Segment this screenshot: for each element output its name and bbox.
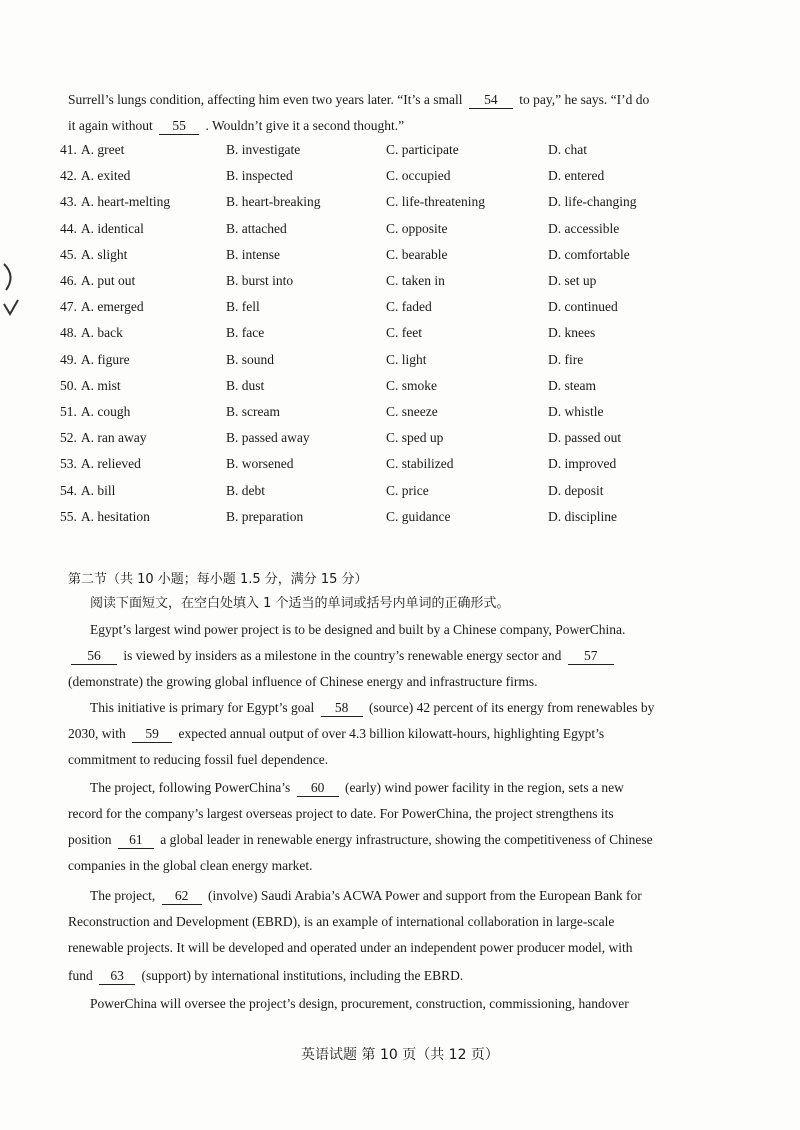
- option-c: C. faded: [386, 299, 432, 315]
- option-row: [60, 430, 760, 452]
- option-d: D. fire: [548, 351, 584, 367]
- option-number: 52.: [60, 430, 77, 446]
- article-text: (source) 42 percent of its energy from renewables by: [368, 700, 655, 715]
- option-c: C. sneeze: [386, 404, 438, 419]
- option-d: D. comfortable: [548, 246, 630, 262]
- article-line: (demonstrate) the growing global influence of Chinese energy and infrastructure firms.: [68, 674, 538, 689]
- option-d: D. improved: [548, 456, 617, 472]
- option-number: 47.: [60, 299, 77, 315]
- option-b: B. scream: [226, 404, 280, 419]
- option-d: D. passed out: [548, 430, 622, 446]
- option-c: C. stabilized: [386, 456, 454, 472]
- option-a: A. figure: [80, 351, 130, 367]
- option-row: [60, 325, 760, 347]
- blank-58: 58: [321, 700, 363, 717]
- option-row: [60, 221, 760, 243]
- article-text: (support) by international institutions, including the EBRD.: [141, 968, 464, 983]
- option-d: D. deposit: [548, 482, 604, 498]
- option-number: 51.: [60, 404, 77, 419]
- article-line: commitment to reducing fossil fuel dependence.: [68, 752, 329, 767]
- option-number-and-a: [60, 352, 130, 368]
- option-number-and-a: [60, 430, 146, 446]
- passage-text: to pay,” he says. “I’d do: [519, 92, 650, 107]
- option-number-and-a: [60, 483, 115, 499]
- article-text: 2030, with: [68, 726, 126, 741]
- blank-55: 55: [159, 118, 199, 135]
- option-row: [60, 404, 760, 426]
- page-footer: 英语试题 第 10 页（共 12 页）: [301, 1047, 499, 1063]
- option-row: [60, 509, 760, 531]
- option-a: A. greet: [80, 142, 125, 157]
- option-a: A. heart-melting: [80, 194, 171, 210]
- option-b: B. intense: [226, 246, 280, 262]
- article-line: record for the company’s largest overseas project to date. For PowerChina, the project strengthens its: [68, 806, 614, 821]
- pen-mark-icon: [2, 262, 20, 322]
- option-row: [60, 352, 760, 374]
- blank-54: 54: [469, 92, 513, 109]
- passage-text: Surrell’s lungs condition, affecting him even two years later. “It’s a small: [68, 92, 463, 107]
- option-d: D. knees: [548, 325, 596, 341]
- blank-60: 60: [297, 780, 339, 797]
- option-b: B. passed away: [226, 430, 310, 446]
- option-row: [60, 483, 760, 505]
- option-number: 54.: [60, 482, 77, 498]
- option-c: C. life-threatening: [386, 194, 485, 210]
- article-text: fund: [68, 968, 93, 983]
- option-number: 44.: [60, 220, 77, 236]
- article-line: Reconstruction and Development (EBRD), is an example of international collaboration in large-scale: [68, 914, 615, 929]
- option-c: C. bearable: [386, 246, 448, 262]
- option-b: B. dust: [226, 377, 265, 393]
- option-c: C. guidance: [386, 508, 451, 524]
- option-number: 53.: [60, 456, 77, 472]
- option-number: 55.: [60, 508, 77, 524]
- option-row: [60, 378, 760, 400]
- option-c: C. opposite: [386, 220, 448, 236]
- option-a: A. relieved: [80, 456, 141, 472]
- option-number: 42.: [60, 168, 77, 184]
- article-line: [90, 886, 642, 906]
- article-line: [68, 830, 653, 850]
- option-number-and-a: [60, 221, 144, 237]
- option-a: A. slight: [80, 246, 128, 262]
- option-a: A. identical: [80, 220, 144, 236]
- option-a: A. cough: [80, 404, 131, 419]
- article-line: companies in the global clean energy market.: [68, 858, 313, 873]
- option-number: 45.: [60, 246, 77, 262]
- option-b: B. heart-breaking: [226, 194, 321, 210]
- option-number-and-a: [60, 247, 127, 263]
- option-row: [60, 299, 760, 321]
- article-line: renewable projects. It will be developed and operated under an independent power producer model, with: [68, 940, 633, 955]
- option-d: D. steam: [548, 377, 596, 393]
- option-c: C. taken in: [386, 273, 445, 288]
- option-d: D. discipline: [548, 508, 617, 524]
- option-number-and-a: [60, 273, 135, 289]
- option-number: 48.: [60, 325, 77, 341]
- option-number-and-a: [60, 299, 144, 315]
- blank-56: 56: [71, 648, 117, 665]
- option-b: B. fell: [226, 299, 260, 315]
- option-number-and-a: [60, 325, 123, 341]
- option-a: A. ran away: [80, 430, 147, 446]
- article-text: The project,: [90, 888, 156, 903]
- option-b: B. burst into: [226, 273, 294, 288]
- option-number-and-a: [60, 168, 130, 184]
- option-number: 43.: [60, 194, 77, 210]
- blank-62: 62: [162, 888, 202, 905]
- option-d: D. accessible: [548, 220, 620, 236]
- article-text: a global leader in renewable energy infrastructure, showing the competitiveness of Chinese: [160, 832, 653, 847]
- option-number: 46.: [60, 273, 77, 288]
- article-line: [68, 724, 604, 744]
- option-b: B. face: [226, 325, 265, 341]
- option-number-and-a: [60, 509, 150, 525]
- option-c: C. sped up: [386, 430, 444, 446]
- option-a: A. put out: [80, 273, 136, 288]
- article-line: [90, 778, 624, 798]
- section-heading: 第二节（共 10 小题；每小题 1.5 分，满分 15 分）: [68, 572, 368, 587]
- blank-59: 59: [132, 726, 172, 743]
- option-a: A. bill: [80, 482, 116, 498]
- article-text: position: [68, 832, 112, 847]
- option-number-and-a: [60, 456, 141, 472]
- option-number: 49.: [60, 351, 77, 367]
- option-row: [60, 456, 760, 478]
- article-line: PowerChina will oversee the project’s design, procurement, construction, commissioning, handover: [90, 996, 629, 1011]
- option-b: B. investigate: [226, 142, 301, 157]
- option-d: D. whistle: [548, 404, 604, 419]
- passage-line-2: [68, 116, 748, 136]
- passage-text: it again without: [68, 118, 153, 133]
- option-d: D. continued: [548, 299, 618, 315]
- option-b: B. worsened: [226, 456, 294, 472]
- blank-61: 61: [118, 832, 154, 849]
- option-a: A. back: [80, 325, 123, 341]
- option-row: [60, 194, 760, 216]
- option-b: B. debt: [226, 482, 265, 498]
- option-a: A. exited: [80, 168, 131, 184]
- option-c: C. price: [386, 482, 429, 498]
- option-b: B. sound: [226, 351, 275, 367]
- option-a: A. emerged: [80, 299, 144, 315]
- option-a: A. hesitation: [80, 508, 150, 524]
- article-text: The project, following PowerChina’s: [90, 780, 291, 795]
- option-b: B. inspected: [226, 168, 293, 184]
- option-b: B. attached: [226, 220, 287, 236]
- option-number-and-a: [60, 378, 121, 394]
- article-line: [90, 698, 654, 718]
- option-row: [60, 168, 760, 190]
- article-line: Egypt’s largest wind power project is to be designed and built by a Chinese company, PowerChina.: [90, 622, 626, 637]
- option-row: [60, 142, 760, 164]
- article-text: is viewed by insiders as a milestone in the country’s renewable energy sector and: [123, 648, 562, 663]
- option-row: [60, 273, 760, 295]
- option-number: 50.: [60, 377, 77, 393]
- option-d: D. set up: [548, 273, 597, 288]
- option-d: D. chat: [548, 142, 587, 157]
- article-line: [68, 646, 617, 666]
- section-instruction: 阅读下面短文，在空白处填入 1 个适当的单词或括号内单词的正确形式。: [90, 596, 510, 611]
- option-number-and-a: [60, 194, 170, 210]
- article-text: (early) wind power facility in the region, sets a new: [344, 780, 624, 795]
- option-c: C. occupied: [386, 168, 451, 184]
- option-c: C. smoke: [386, 377, 438, 393]
- blank-57: 57: [568, 648, 614, 665]
- option-c: C. participate: [386, 142, 459, 157]
- blank-63: 63: [99, 968, 135, 985]
- option-d: D. entered: [548, 168, 605, 184]
- article-text: expected annual output of over 4.3 billion kilowatt-hours, highlighting Egypt’s: [178, 726, 605, 741]
- option-d: D. life-changing: [548, 194, 637, 210]
- option-a: A. mist: [80, 377, 121, 393]
- option-c: C. light: [386, 351, 427, 367]
- option-b: B. preparation: [226, 508, 304, 524]
- article-text: This initiative is primary for Egypt’s goal: [90, 700, 315, 715]
- option-number-and-a: [60, 404, 130, 420]
- option-c: C. feet: [386, 325, 422, 341]
- passage-text: . Wouldn’t give it a second thought.”: [205, 118, 405, 133]
- article-text: (involve) Saudi Arabia’s ACWA Power and support from the European Bank for: [207, 888, 642, 903]
- option-row: [60, 247, 760, 269]
- passage-line-1: [68, 90, 748, 110]
- article-line: [68, 966, 463, 986]
- option-number-and-a: [60, 142, 124, 158]
- option-number: 41.: [60, 142, 77, 157]
